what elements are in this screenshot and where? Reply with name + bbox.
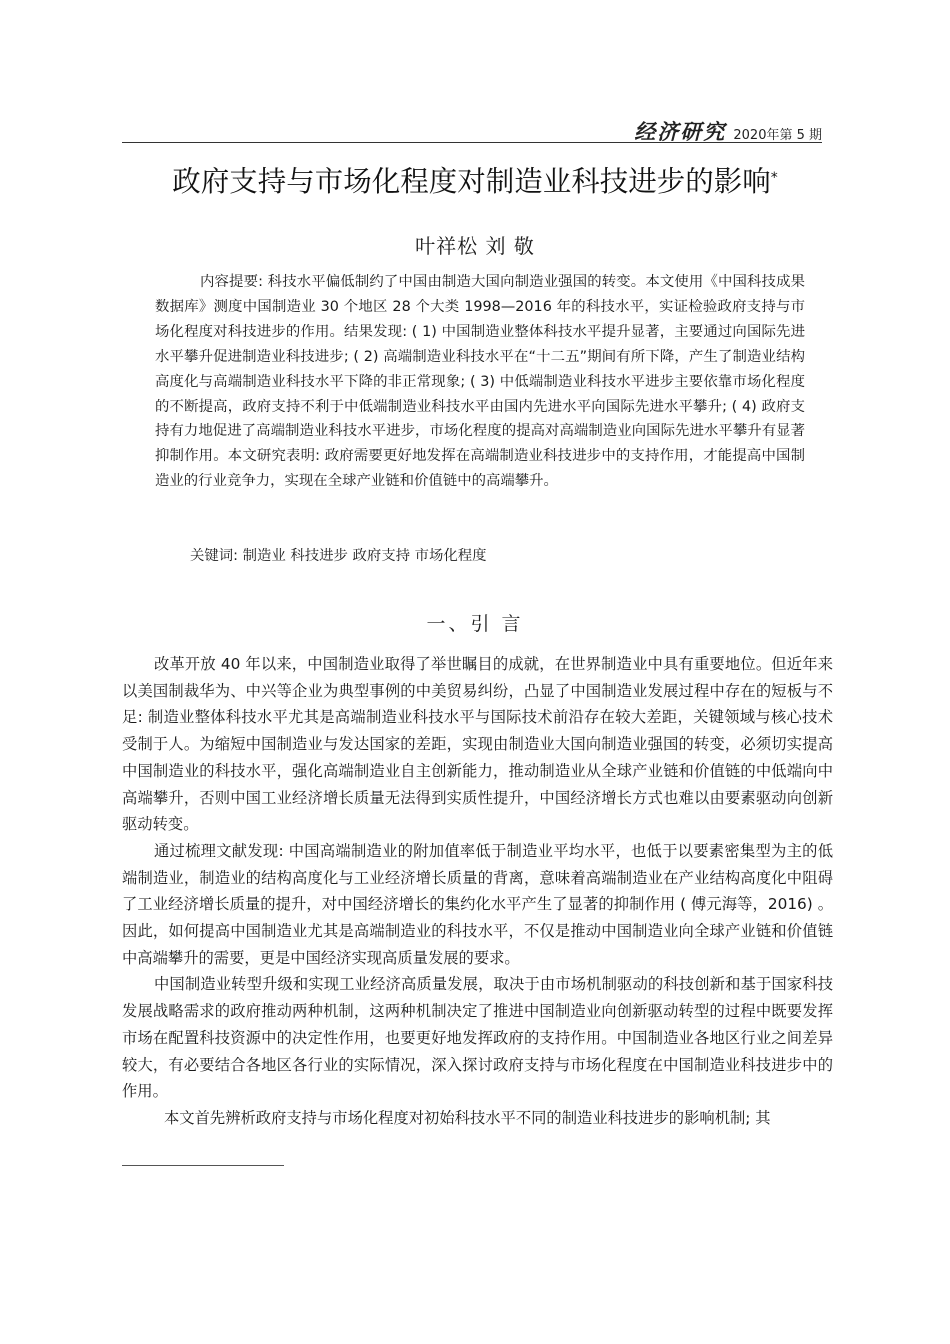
article-title-text: 政府支持与市场化程度对制造业科技进步的影响	[172, 165, 771, 198]
paragraph: 通过梳理文献发现: 中国高端制造业的附加值率低于制造业平均水平，也低于以要素密集型为主的低端制造业，制造业的结构高度化与工业经济增长质量的背离，意味着高端制造业在产业结构高度化中阻碍了工业经济增长质量的提升，对中国经济增长的集约化水平产生了显著的抑制作用 ( 傅元海等，2016) 。因此，如何提高中国制造业尤其是高端制造业的科技水平，不仅是推动中国制造业向全球产业链和价值链中高端攀升的需要，更是中国经济实现高质量发展的要求。	[122, 841, 833, 967]
author-names: 叶祥松 刘 敬	[415, 234, 535, 258]
footnote-rule	[122, 1165, 284, 1166]
paragraph: 改革开放 40 年以来，中国制造业取得了举世瞩目的成就，在世界制造业中具有重要地位。但近年来以美国制裁华为、中兴等企业为典型事例的中美贸易纠纷，凸显了中国制造业发展过程中存在的短板与不足: 制造业整体科技水平尤其是高端制造业科技水平与国际技术前沿存在较大差距，关键领域与核心技术受制于人。为缩短中国制造业与发达国家的差距，实现由制造业大国向制造业强国的转变，必须切实提高中国制造业的科技水平，强化高端制造业自主创新能力，推动制造业从全球产业链和价值链的中低端向中高端攀升，否则中国工业经济增长质量无法得到实质性提升，中国经济增长方式也难以由要素驱动向创新驱动转变。	[122, 655, 833, 834]
issue-number: 2020年第 5 期	[733, 128, 822, 143]
header-rule	[122, 142, 822, 143]
section-heading: 一、引 言	[426, 613, 524, 635]
paragraph: 中国制造业转型升级和实现工业经济高质量发展，取决于由市场机制驱动的科技创新和基于国家科技发展战略需求的政府推动两种机制，这两种机制决定了推进中国制造业向创新驱动转型的过程中既要发挥市场在配置科技资源中的决定性作用，也要更好地发挥政府的支持作用。中国制造业各地区行业之间差异较大，有必要结合各地区各行业的实际情况，深入探讨政府支持与市场化程度在中国制造业科技进步中的作用。	[122, 975, 833, 1101]
title-footnote-mark: *	[770, 170, 778, 186]
running-header	[122, 116, 822, 144]
article-title	[122, 162, 828, 202]
abstract: 内容提要: 科技水平偏低制约了中国由制造大国向制造业强国的转变。本文使用《中国科技成果数据库》测度中国制造业 30 个地区 28 个大类 1998—2016 年的科技水平，实证检验政府支持与市场化程度对科技进步的作用。结果发现: ( 1) 中国制造业整体科技水平提升显著，主要通过向国际先进水平攀升促进制造业科技进步; ( 2) 高端制造业科技水平在“十二五”期间有所下降，产生了制造业结构高度化与高端制造业科技水平下降的非正常现象; ( 3) 中低端制造业科技水平进步主要依靠市场化程度的不断提高，政府支持不利于中低端制造业科技水平由国内先进水平向国际先进水平攀升; ( 4) 政府支持有力地促进了高端制造业科技水平进步，市场化程度的提高对高端制造业向国际先进水平攀升有显著抑制作用。本文研究表明: 政府需要更好地发挥在高端制造业科技进步中的支持作用，才能提高中国制造业的行业竞争力，实现在全球产业链和价值链中的高端攀升。	[155, 274, 805, 490]
body-text	[122, 651, 833, 1132]
paragraph: 本文首先辨析政府支持与市场化程度对初始科技水平不同的制造业科技进步的影响机制; 其	[164, 1108, 771, 1127]
journal-logo: 经济研究	[634, 119, 727, 144]
keywords: 关键词: 制造业 科技进步 政府支持 市场化程度	[190, 548, 487, 564]
